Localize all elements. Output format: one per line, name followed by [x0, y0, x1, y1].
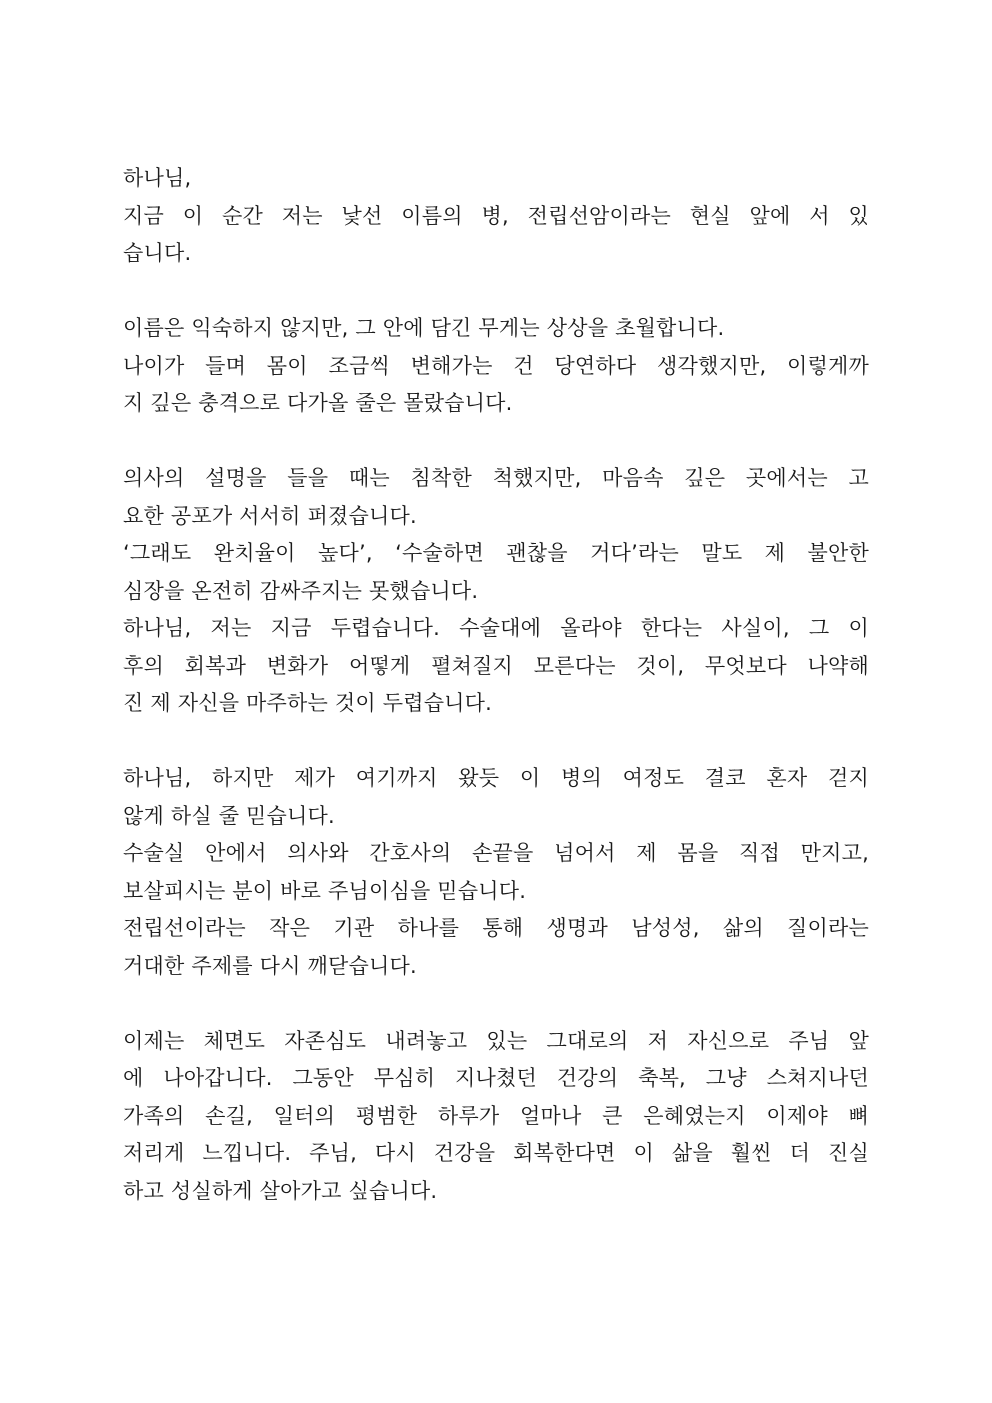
text-line: 의사의 설명을 들을 때는 침착한 척했지만, 마음속 깊은 곳에서는 고: [123, 466, 869, 490]
text-line: 이제는 체면도 자존심도 내려놓고 있는 그대로의 저 자신으로 주님 앞: [123, 1028, 869, 1053]
paragraph: [123, 760, 869, 985]
paragraph-gap: [123, 273, 869, 311]
text-line: 수술실 안에서 의사와 간호사의 손끝을 넘어서 제 몸을 직접 만지고,: [123, 841, 869, 865]
text-line: 지금 이 순간 저는 낯선 이름의 병, 전립선암이라는 현실 앞에 서 있: [123, 203, 869, 228]
paragraph-gap: [123, 723, 869, 761]
paragraph: [123, 160, 869, 273]
text-line: 요한 공포가 서서히 퍼졌습니다.: [123, 503, 417, 528]
paragraph-gap: [123, 985, 869, 1023]
text-line: 하나님,: [123, 166, 192, 190]
text-line: 하고 성실하게 살아가고 싶습니다.: [123, 1178, 438, 1203]
text-line: 나이가 들며 몸이 조금씩 변해가는 건 당연하다 생각했지만, 이렇게까: [123, 353, 869, 378]
text-line: 습니다.: [123, 241, 192, 265]
text-line: 보살피시는 분이 바로 주님이심을 믿습니다.: [123, 878, 527, 903]
text-line: ‘그래도 완치율이 높다’, ‘수술하면 괜찮을 거다’라는 말도 제 불안한: [123, 541, 869, 565]
text-line: 지 깊은 충격으로 다가올 줄은 몰랐습니다.: [123, 391, 513, 415]
text-line: 가족의 손길, 일터의 평범한 하루가 얼마나 큰 은혜였는지 이제야 뼈: [123, 1103, 869, 1128]
text-line: 전립선이라는 작은 기관 하나를 통해 생명과 남성성, 삶의 질이라는: [123, 916, 869, 940]
text-line: 후의 회복과 변화가 어떻게 펼쳐질지 모른다는 것이, 무엇보다 나약해: [123, 653, 869, 678]
text-line: 않게 하실 줄 믿습니다.: [123, 803, 335, 828]
text-line: 진 제 자신을 마주하는 것이 두렵습니다.: [123, 691, 493, 715]
text-line: 거대한 주제를 다시 깨닫습니다.: [123, 953, 417, 978]
paragraph-gap: [123, 423, 869, 461]
paragraph: [123, 310, 869, 423]
paragraph: [123, 460, 869, 723]
text-line: 에 나아갑니다. 그동안 무심히 지나쳤던 건강의 축복, 그냥 스쳐지나던: [123, 1066, 869, 1090]
text-line: 심장을 온전히 감싸주지는 못했습니다.: [123, 578, 479, 603]
text-line: 저리게 느낍니다. 주님, 다시 건강을 회복한다면 이 삶을 훨씬 더 진실: [123, 1141, 869, 1165]
text-line: 하나님, 저는 지금 두렵습니다. 수술대에 올라야 한다는 사실이, 그 이: [123, 616, 869, 640]
prayer-text-body: [123, 160, 869, 1210]
text-line: 하나님, 하지만 제가 여기까지 왔듯 이 병의 여정도 결코 혼자 걷지: [123, 766, 869, 790]
paragraph: [123, 1023, 869, 1211]
text-line: 이름은 익숙하지 않지만, 그 안에 담긴 무게는 상상을 초월합니다.: [123, 316, 725, 340]
